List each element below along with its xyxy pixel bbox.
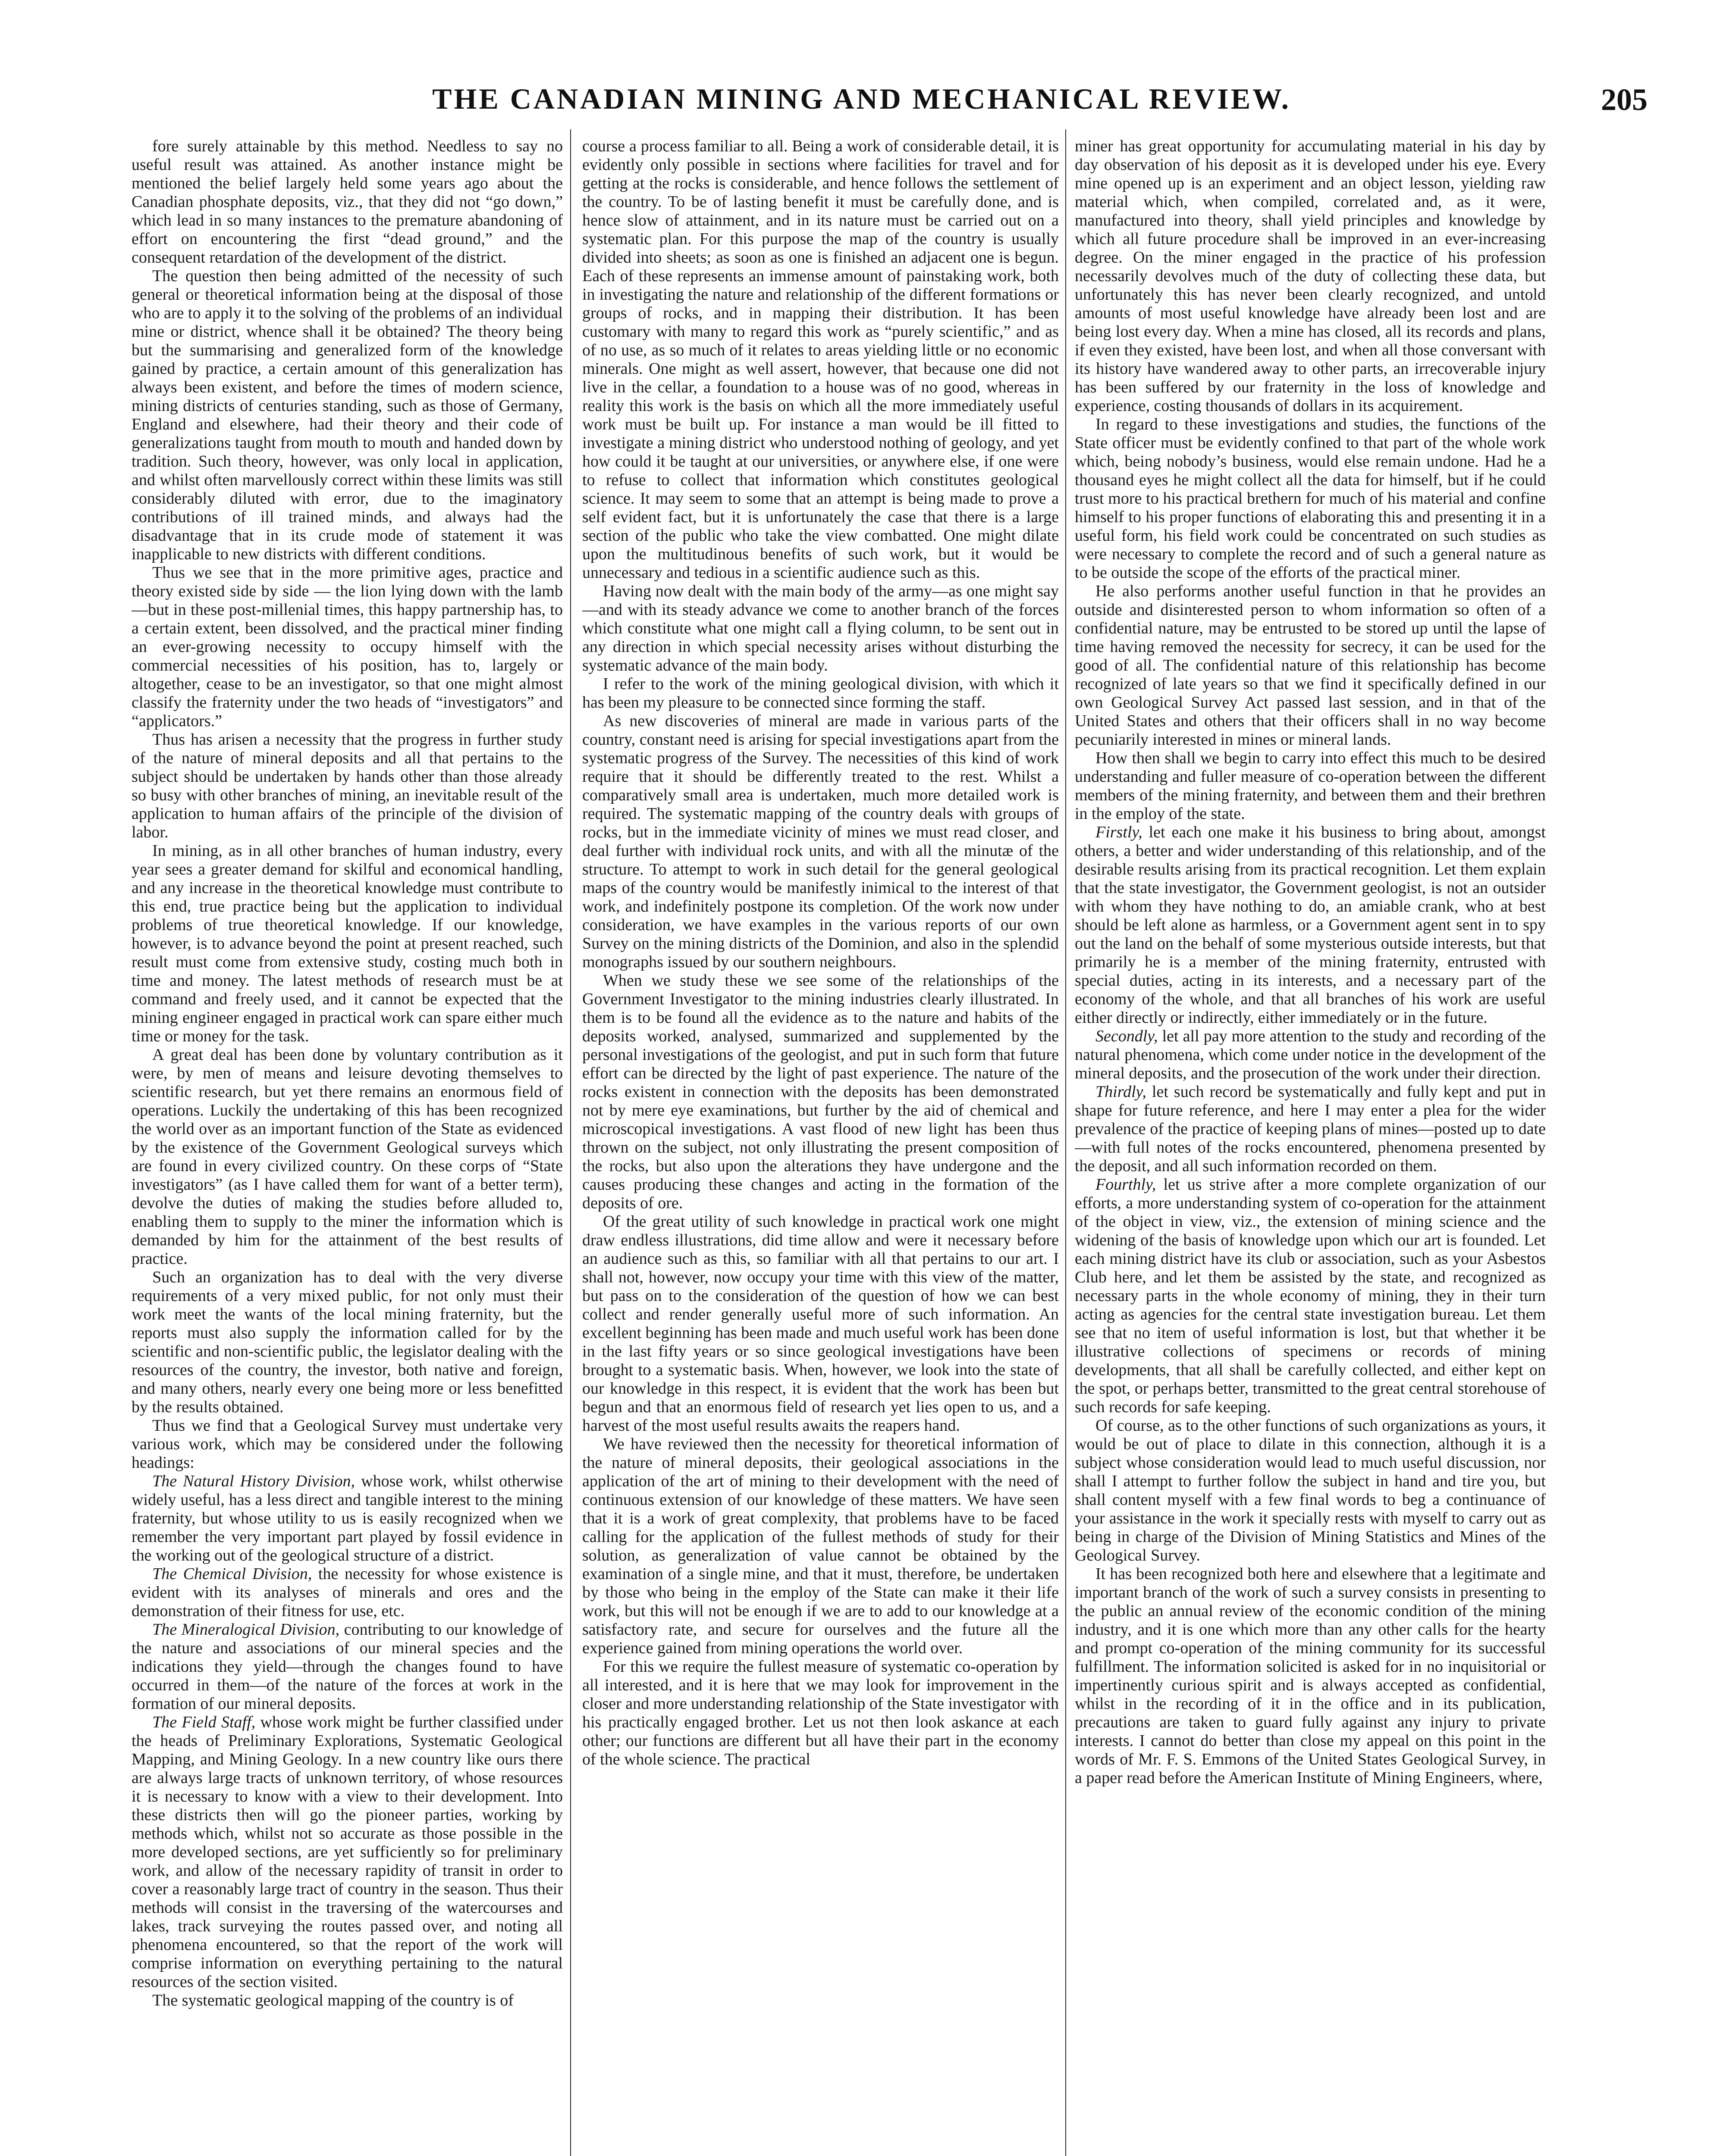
paragraph	[1075, 749, 1546, 823]
paragraph	[132, 564, 563, 730]
paragraph-text: let us strive after a more complete organization of our efforts, a more understanding system of co-operation for the attainment of the object in view, viz., the extension of mining science and the widening of the basis of knowledge upon which our art is founded. Let each mining district have its club or association, such as your Asbestos Club here, and let them be assisted by the state, and recognized as necessary parts in the whole economy of mining, they in their turn acting as agencies for the central state investigation bureau. Let them see that no item of useful information is lost, but that whether it be illustrative collections of specimens or records of mining developments, that all shall be carefully collected, and either kept on the spot, or perhaps better, transmitted to the great central storehouse of such records for safe keeping.	[1075, 1175, 1546, 1416]
paragraph-lead: Thirdly,	[1095, 1083, 1146, 1101]
paragraph	[582, 1658, 1059, 1769]
column-3	[1075, 137, 1546, 2156]
paragraph-text: whose work, whilst otherwise widely useful, has a less direct and tangible interest to the mining fraternity, but whose utility to us is easily recognized when we remember the very important part played by fossil evidence in the working out of the geological structure of a district.	[132, 1472, 563, 1564]
paragraph	[132, 1565, 563, 1620]
paragraph-text: I refer to the work of the mining geological division, with which it has been my pleasure to be connected since forming the staff.	[582, 675, 1059, 711]
paragraph	[582, 582, 1059, 675]
paragraph-lead: Secondly,	[1095, 1027, 1158, 1045]
paragraph-text: the necessity for whose existence is evident with its analyses of minerals and ores and the demonstration of their fitness for use, etc.	[132, 1565, 563, 1620]
paragraph-text: let all pay more attention to the study and recording of the natural phenomena, which come under notice in the development of the mineral deposits, and the prosecution of the work under their direction.	[1075, 1027, 1546, 1082]
paragraph	[132, 137, 563, 267]
page-number: 205	[1601, 82, 1648, 117]
paragraph	[132, 267, 563, 564]
paragraph-text: When we study these we see some of the relationships of the Government Investigator to the mining industries clearly illustrated. In them is to be found all the evidence as to the nature and habits of the deposits worked, analysed, summarized and supplemented by the personal investigations of the geologist, and put in such form that future effort can be directed by the light of past experience. The nature of the rocks existent in connection with the deposits has been demonstrated not by mere eye examinations, but further by the aid of chemical and microscopical investigations. A vast flood of new light has been thus thrown on the subject, not only illustrating the present composition of the rocks, but also upon the alterations they have undergone and the causes producing these changes and acting in the formation of the deposits of ore.	[582, 971, 1059, 1212]
paragraph-text: We have reviewed then the necessity for theoretical information of the nature of mineral deposits, their geological associations in the application of the art of mining to their development with the need of continuous extension of our knowledge of these matters. We have seen that it is a work of great complexity, that problems have to be faced calling for the application of the fullest methods of study for their solution, as generalization of value cannot be obtained by the examination of a single mine, and that it must, therefore, be undertaken by those who being in the employ of the State can make it their life work, but this will not be enough if we are to add to our knowledge at a satisfactory rate, and secure for ourselves and the future all the experience gained from mining operations the world over.	[582, 1435, 1059, 1657]
paragraph	[582, 971, 1059, 1213]
paragraph	[1075, 415, 1546, 582]
paragraph-text: In mining, as in all other branches of human industry, every year sees a greater demand for skilful and economical handling, and any increase in the theoretical knowledge must contribute to this end, true practice being but the application to individual problems of true theoretical knowledge. If our knowledge, however, is to advance beyond the point at present reached, such result must come from extensive study, costing much both in time and money. The latest methods of research must be at command and freely used, and it cannot be expected that the mining engineer engaged in practical work can spare either much time or money for the task.	[132, 842, 563, 1045]
paragraph	[582, 712, 1059, 971]
paragraph	[1075, 1416, 1546, 1565]
paragraph-text: In regard to these investigations and studies, the functions of the State officer must be evidently confined to that part of the whole work which, being nobody’s business, would else remain undone. Had he a thousand eyes he might collect all the data for himself, but if he could trust more to his practical brethern for much of his material and confine himself to his proper functions of elaborating this and presenting it in a useful form, his field work could be concentrated on such studies as were necessary to complete the record and of such a general nature as to be outside the scope of the efforts of the practical miner.	[1075, 415, 1546, 582]
paragraph	[582, 137, 1059, 582]
paragraph	[1075, 823, 1546, 1027]
paragraph	[1075, 1565, 1546, 1787]
paragraph	[132, 730, 563, 842]
paragraph	[582, 1213, 1059, 1435]
paragraph-text: whose work might be further classified under the heads of Preliminary Explorations, Systematic Geological Mapping, and Mining Geology. In a new country like ours there are always large tracts of unknown territory, of whose resources it is necessary to know with a view to their development. Into these districts then will go the pioneer parties, working by methods which, whilst not so accurate as those possible in the more developed sections, are yet sufficiently so for preliminary work, and allow of the necessary rapidity of transit in order to cover a reasonably large tract of country in the season. Thus their methods will consist in the traversing of the watercourses and lakes, track surveying the routes passed over, and noting all phenomena encountered, so that the report of the work will comprise information on everything pertaining to the natural resources of the section visited.	[132, 1713, 563, 1991]
paragraph-text: Having now dealt with the main body of the army—as one might say—and with its steady advance we come to another branch of the forces which constitute what one might call a flying column, to be sent out in any direction in which special necessity arises without disturbing the systematic advance of the main body.	[582, 582, 1059, 674]
paragraph-text: let such record be systematically and fully kept and put in shape for future reference, and here I may enter a plea for the wider prevalence of the practice of keeping plans of mines—posted up to date—with full notes of the rocks encountered, phenomena presented by the deposit, and all such information recorded on them.	[1075, 1083, 1546, 1175]
paragraph	[132, 1046, 563, 1268]
paragraph	[582, 675, 1059, 712]
paragraph-lead: The Natural History Division,	[152, 1472, 355, 1490]
paragraph-text: The question then being admitted of the necessity of such general or theoretical information being at the disposal of those who are to apply it to the solving of the problems of an individual mine or district, whence shall it be obtained? The theory being but the summarising and generalized form of the knowledge gained by practice, a certain amount of this generalization has always been existent, and before the times of modern science, mining districts of centuries standing, such as those of Germany, England and elsewhere, had their theory and their code of generalizations taught from mouth to mouth and handed down by tradition. Such theory, however, was only local in application, and whilst often marvellously correct within these limits was still considerably diluted with error, due to the imaginatory contributions of ill trained minds, and always had the disadvantage that in its crude mode of statement it was inapplicable to new districts with different conditions.	[132, 267, 563, 563]
paragraph	[132, 1713, 563, 1991]
column-2	[582, 137, 1059, 2156]
paragraph-text: Of the great utility of such knowledge in practical work one might draw endless illustrations, did time allow and were it necessary before an audience such as this, so familiar with all that pertains to our art. I shall not, however, now occupy your time with this view of the matter, but pass on to the consideration of the question of how we can best collect and render generally useful more of such information. An excellent beginning has been made and much useful work has been done in the last fifty years or so since geological investigations have been brought to a systematic basis. When, however, we look into the state of our knowledge in this respect, it is evident that the work has been but begun and that an enormous field of research yet lies open to us, and a harvest of the most useful results awaits the reapers hand.	[582, 1213, 1059, 1435]
paragraph	[132, 842, 563, 1046]
paragraph	[1075, 1175, 1546, 1416]
column-divider	[570, 129, 571, 2156]
paragraph	[132, 1991, 563, 2010]
column-divider	[1065, 129, 1066, 2156]
paragraph-lead: Firstly,	[1095, 823, 1142, 841]
paragraph-text: contributing to our knowledge of the nature and associations of our mineral species and the indications they yield—through the changes found to have occurred in them—of the nature of the forces at work in the formation of our mineral deposits.	[132, 1620, 563, 1713]
paragraph	[1075, 582, 1546, 749]
paragraph-text: Thus we find that a Geological Survey must undertake very various work, which may be considered under the following headings:	[132, 1416, 563, 1472]
paragraph	[132, 1620, 563, 1713]
paragraph-text: Thus we see that in the more primitive ages, practice and theory existed side by side — the lion lying down with the lamb—but in these post-millenial times, this happy partnership has, to a certain extent, been dissolved, and the practical miner finding an ever-growing necessity to occupy himself with the commercial necessities of his position, has to, largely or altogether, cease to be an investigator, so that one might almost classify the fraternity under the two heads of “investigators” and “applicators.”	[132, 564, 563, 730]
paragraph	[582, 1435, 1059, 1658]
paragraph	[132, 1472, 563, 1565]
paragraph-text: It has been recognized both here and elsewhere that a legitimate and important branch of the work of such a survey consists in presenting to the public an annual review of the economic condition of the mining industry, and it is one which more than any other calls for the hearty and prompt co-operation of the mining community for its successful fulfillment. The information solicited is asked for in no inquisitorial or impertinently curious spirit and is always accepted as confidential, whilst in the recording of it in the office and in its publication, precautions are taken to guard fully against any injury to private interests. I cannot do better than close my appeal on this point in the words of Mr. F. S. Emmons of the United States Geological Survey, in a paper read before the American Institute of Mining Engineers, where,	[1075, 1565, 1546, 1787]
paragraph-text: A great deal has been done by voluntary contribution as it were, by men of means and leisure devoting themselves to scientific research, but yet there remains an enormous field of operations. Luckily the undertaking of this has been recognized the world over as an important function of the State as evidenced by the existence of the Government Geological surveys which are found in every civilized country. On these corps of “State investigators” (as I have called them for want of a better term), devolve the duties of making the studies before alluded to, enabling them to supply to the miner the information which is demanded by him for the attainment of the best results of practice.	[132, 1046, 563, 1268]
column-1	[132, 137, 563, 2156]
paragraph-text: How then shall we begin to carry into effect this much to be desired understanding and fuller measure of co-operation between the different members of the mining fraternity, and between them and their brethren in the employ of the state.	[1075, 749, 1546, 823]
paragraph	[132, 1268, 563, 1416]
paragraph-lead: The Field Staff,	[152, 1713, 256, 1731]
paragraph-text: As new discoveries of mineral are made in various parts of the country, constant need is arising for special investigations apart from the systematic progress of the Survey. The necessities of this kind of work require that it should be differently treated to the rest. Whilst a comparatively small area is undertaken, much more detailed work is required. The systematic mapping of the country deals with groups of rocks, but in the immediate vicinity of mines we must read closer, and deal further with individual rock units, and with all the minutæ of the structure. To attempt to work in such detail for the general geological maps of the country would be manifestly inimical to the interest of that work, and indefinitely postpone its completion. Of the work now under consideration, we have examples in the various reports of our own Survey on the mining districts of the Dominion, and also in the splendid monographs issued by our southern neighbours.	[582, 712, 1059, 971]
paragraph-text: miner has great opportunity for accumulating material in his day by day observation of his deposit as it is developed under his eye. Every mine opened up is an experiment and an object lesson, yielding raw material which, when compiled, correlated and, as it were, manufactured into theory, shall yield principles and knowledge by which all future procedure shall be improved in an ever-increasing degree. On the miner engaged in the practice of his profession necessarily devolves much of the duty of collecting these data, but unfortunately this has never been clearly recognized, and untold amounts of most useful knowledge have already been lost and are being lost every day. When a mine has closed, all its records and plans, if even they existed, have been lost, and when all those conversant with its history have wandered away to other parts, an irrecoverable injury has been suffered by our fraternity in the loss of knowledge and experience, costing thousands of dollars in its acquirement.	[1075, 137, 1546, 415]
paragraph-text: The systematic geological mapping of the country is of	[152, 1991, 514, 2009]
paragraph-lead: The Chemical Division,	[152, 1565, 312, 1583]
paragraph-text: He also performs another useful function in that he provides an outside and disinterested person to whom information so often of a confidential nature, may be entrusted to be stored up until the lapse of time having removed the necessity for secrecy, it can be used for the good of all. The confidential nature of this relationship has become recognized of late years so that we find it specifically defined in our own Geological Survey Act passed last session, and in that of the United States and others that their officers shall in no way become pecuniarily interested in mines or mineral lands.	[1075, 582, 1546, 749]
paragraph-text: Of course, as to the other functions of such organizations as yours, it would be out of place to dilate in this connection, although it is a subject whose consideration would lead to much useful discussion, nor shall I attempt to further follow the subject in hand and tire you, but shall content myself with a few final words to beg a continuance of your assistance in the work it specially rests with myself to carry out as being in charge of the Division of Mining Statistics and Mines of the Geological Survey.	[1075, 1416, 1546, 1564]
paragraph-text: let each one make it his business to bring about, amongst others, a better and wider understanding of this relationship, and of the desirable results arising from its practical recognition. Let them explain that the state investigator, the Government geologist, is not an outsider with whom they have nothing to do, an amiable crank, who at best should be left alone as harmless, or a Government agent sent in to spy out the land on the behalf of some mysterious outside interests, but that primarily he is a member of the mining fraternity, entrusted with special duties, acting in its interests, and a necessary part of the economy of the whole, and that all branches of his work are useful either directly or indirectly, either immediately or in the future.	[1075, 823, 1546, 1027]
paragraph-lead: The Mineralogical Division,	[152, 1620, 340, 1639]
running-title: THE CANADIAN MINING AND MECHANICAL REVIEW.	[432, 82, 1291, 115]
paragraph-text: Such an organization has to deal with the very diverse requirements of a very mixed public, for not only must their work meet the wants of the local mining fraternity, but the reports must also supply the information called for by the scientific and non-scientific public, the legislator dealing with the resources of the country, the investor, both native and foreign, and many others, nearly every one being more or less benefitted by the results obtained.	[132, 1268, 563, 1416]
paragraph	[1075, 137, 1546, 415]
paragraph-text: For this we require the fullest measure of systematic co-operation by all interested, and it is here that we may look for improvement in the closer and more understanding relationship of the State investigator with his practically engaged brother. Let us not then look askance at each other; our functions are different but all have their part in the economy of the whole science. The practical	[582, 1658, 1059, 1768]
paragraph-text: Thus has arisen a necessity that the progress in further study of the nature of mineral deposits and all that pertains to the subject should be undertaken by hands other than those already so busy with other branches of mining, an inevitable result of the application to human affairs of the principle of the division of labor.	[132, 730, 563, 841]
paragraph-text: fore surely attainable by this method. Needless to say no useful result was attained. As another instance might be mentioned the belief largely held some years ago about the Canadian phosphate deposits, viz., that they did not “go down,” which lead in so many instances to the premature abandoning of effort on encountering the first “dead ground,” and the consequent retardation of the development of the district.	[132, 137, 563, 266]
paragraph-lead: Fourthly,	[1095, 1175, 1156, 1194]
paragraph	[132, 1416, 563, 1472]
paragraph	[1075, 1027, 1546, 1083]
paragraph-text: course a process familiar to all. Being a work of considerable detail, it is evidently only possible in sections where facilities for travel and for getting at the rocks is considerable, and hence follows the settlement of the country. To be of lasting benefit it must be carefully done, and is hence slow of attainment, and in its nature must be carried out on a systematic plan. For this purpose the map of the country is usually divided into sheets; as soon as one is finished an adjacent one is begun. Each of these represents an immense amount of painstaking work, both in investigating the nature and relationship of the different formations or groups of rocks, and in mapping their distribution. It has been customary with many to regard this work as “purely scientific,” and as of no use, as so much of it relates to areas yielding little or no economic minerals. One might as well assert, however, that because one did not live in the cellar, a foundation to a house was of no good, whereas in reality this work is the basis on which all the more immediately useful work must be built up. For instance a man would be ill fitted to investigate a mining district who understood nothing of geology, and yet how could it be taught at our universities, or anywhere else, if one were to refuse to collect that information which constitutes geological science. It may seem to some that an attempt is being made to prove a self evident fact, but it is unfortunately the case that there is a large section of the public who take the view combatted. One might dilate upon the multitudinous benefits of such work, but it would be unnecessary and tedious in a scientific audience such as this.	[582, 137, 1059, 582]
running-head	[0, 82, 1723, 129]
paragraph	[1075, 1083, 1546, 1175]
